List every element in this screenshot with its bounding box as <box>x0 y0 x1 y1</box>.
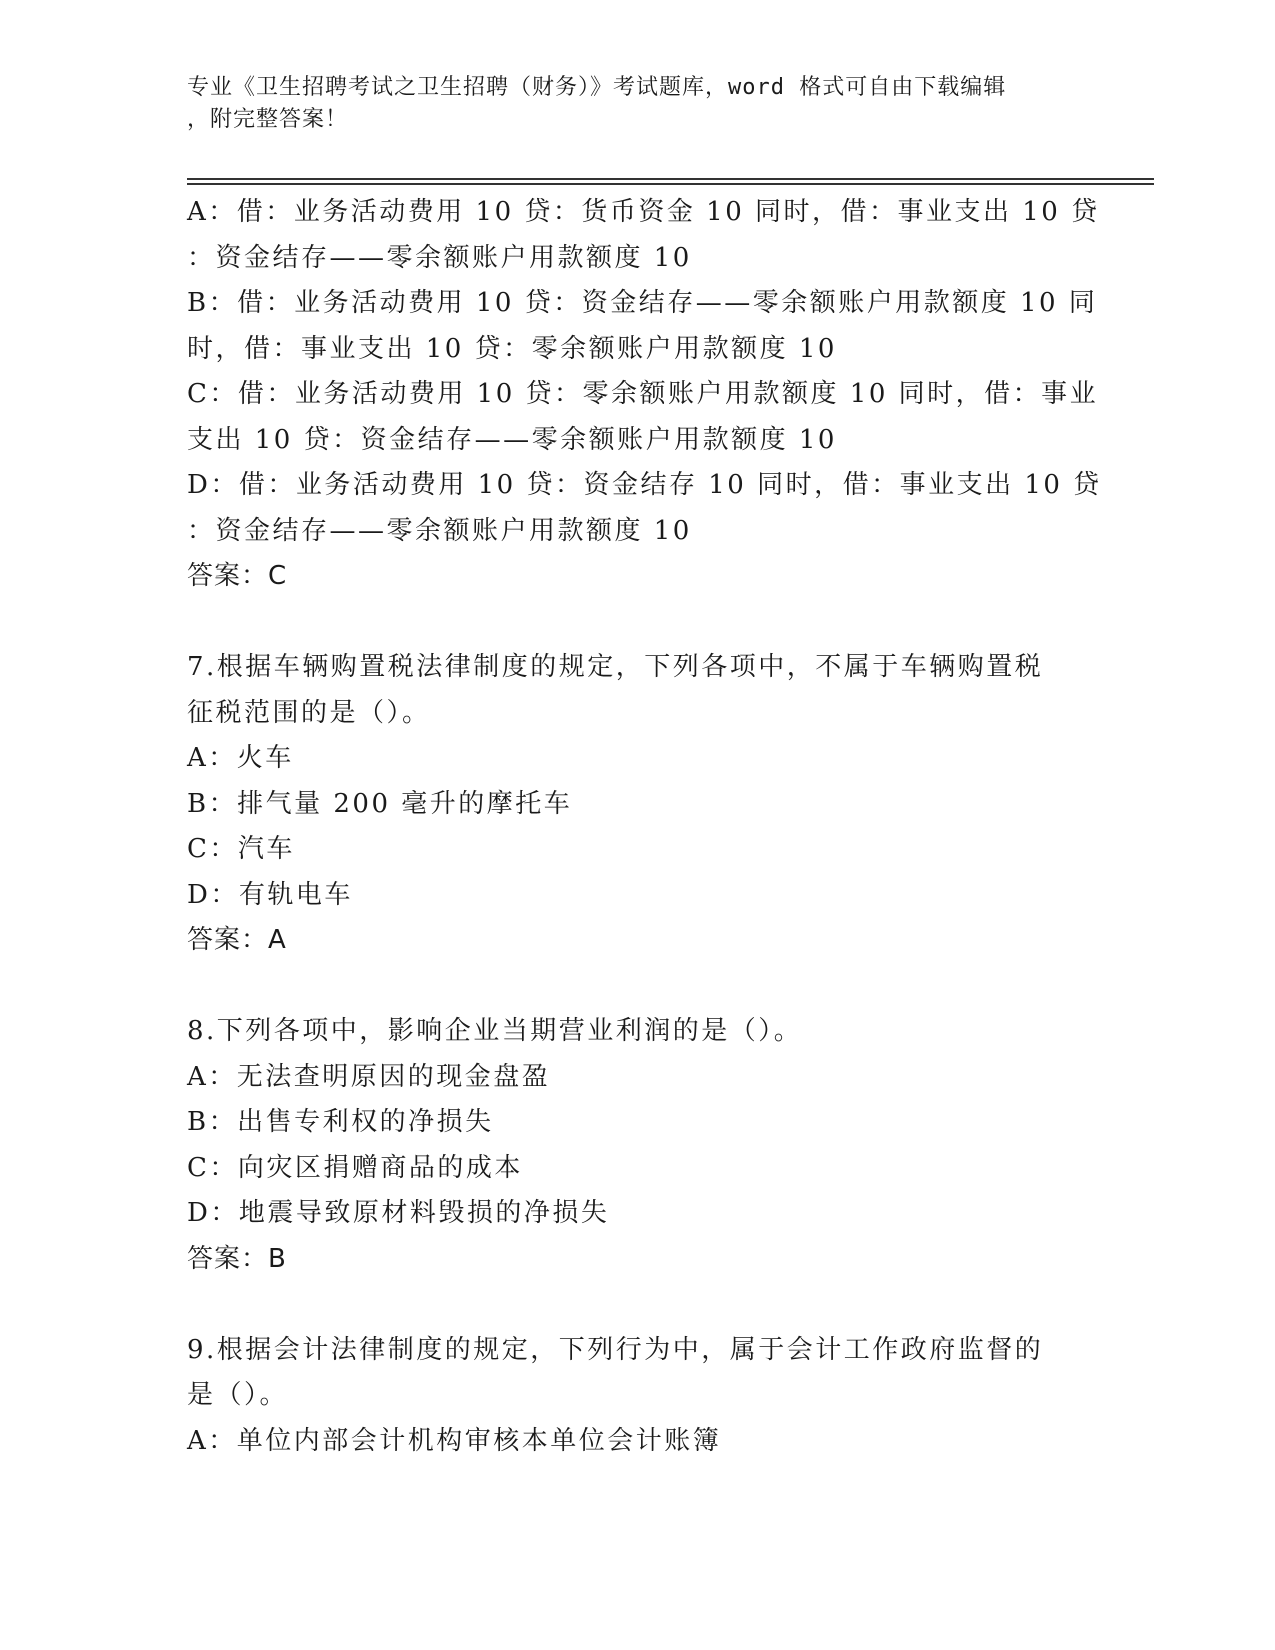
header-line-2: ，附完整答案！ <box>187 107 349 132</box>
q6-option-d-line-2: ：资金结存——零余额账户用款额度 10 <box>187 515 692 546</box>
q8-option-c: C：向灾区捐赠商品的成本 <box>187 1152 523 1183</box>
q7-stem-line-2: 征税范围的是（）。 <box>187 697 431 728</box>
q6-option-b-line-1: B：借：业务活动费用 10 贷：资金结存——零余额账户用款额度 10 同 <box>187 288 1098 318</box>
question-8 <box>187 1009 1067 1282</box>
header-divider-top <box>187 178 1154 180</box>
q8-option-a: A：无法查明原因的现金盘盈 <box>187 1061 551 1092</box>
q6-option-c-line-2: 支出 10 贷：资金结存——零余额账户用款额度 10 <box>187 424 837 455</box>
header-line-1: 专业《卫生招聘考试之卫生招聘（财务）》考试题库，word 格式可自由下载编辑 <box>187 75 1007 100</box>
q9-option-a: A：单位内部会计机构审核本单位会计账簿 <box>187 1425 722 1456</box>
q8-option-d: D：地震导致原材料毁损的净损失 <box>187 1198 610 1228</box>
q6-option-b-line-2: 时，借：事业支出 10 贷：零余额账户用款额度 10 <box>187 333 837 364</box>
q6-option-d-line-1: D：借：业务活动费用 10 贷：资金结存 10 同时，借：事业支出 10 贷 <box>187 470 1102 500</box>
spacer <box>187 600 1067 646</box>
q8-option-b: B：出售专利权的净损失 <box>187 1107 494 1137</box>
q6-answer: 答案：C <box>187 561 288 591</box>
q6-option-a-line-1: A：借：业务活动费用 10 贷：货币资金 10 同时，借：事业支出 10 贷 <box>187 197 1100 227</box>
q7-stem-line-1: 7.根据车辆购置税法律制度的规定，下列各项中，不属于车辆购置税 <box>187 652 1044 682</box>
question-9 <box>187 1328 1067 1465</box>
question-6-options <box>187 190 1102 600</box>
question-7 <box>187 645 1067 964</box>
spacer <box>187 964 1067 1010</box>
question-content <box>187 190 1102 1464</box>
q8-answer: 答案：B <box>187 1243 287 1274</box>
q9-stem-line-1: 9.根据会计法律制度的规定，下列行为中，属于会计工作政府监督的 <box>187 1334 1044 1365</box>
document-header <box>187 72 1087 136</box>
q7-option-a: A：火车 <box>187 743 294 773</box>
q8-stem-line-1: 8.下列各项中，影响企业当期营业利润的是（）。 <box>187 1016 803 1046</box>
q7-answer: 答案：A <box>187 925 287 955</box>
q7-option-d: D：有轨电车 <box>187 879 353 910</box>
q7-option-c: C：汽车 <box>187 834 295 864</box>
q6-option-c-line-1: C：借：业务活动费用 10 贷：零余额账户用款额度 10 同时，借：事业 <box>187 379 1099 409</box>
q7-option-b: B：排气量 200 毫升的摩托车 <box>187 788 573 819</box>
q9-stem-line-2: 是（）。 <box>187 1380 289 1410</box>
q6-option-a-line-2: ：资金结存——零余额账户用款额度 10 <box>187 242 692 273</box>
header-divider-bottom <box>187 183 1154 185</box>
spacer <box>187 1282 1067 1328</box>
